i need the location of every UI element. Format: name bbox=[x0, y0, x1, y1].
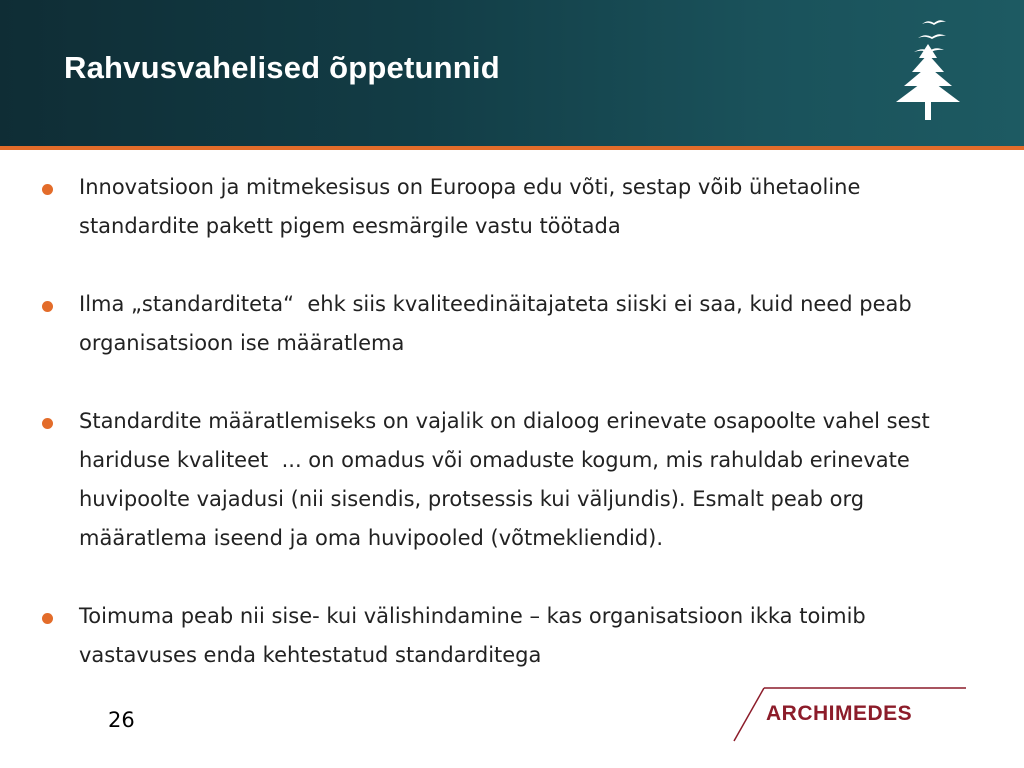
bullet-dot-icon bbox=[42, 301, 53, 312]
brand-logo-text: ARCHIMEDES bbox=[766, 702, 913, 725]
slide-title: Rahvusvahelised õppetunnid bbox=[64, 50, 500, 85]
header-band bbox=[0, 0, 1024, 146]
bullet-item bbox=[40, 597, 980, 675]
bullet-dot-icon bbox=[42, 184, 53, 195]
bullet-dot-icon bbox=[42, 418, 53, 429]
bullet-text: Innovatsioon ja mitmekesisus on Euroopa edu võti, sestap võib ühetaoline standardite pakett pigem eesmärgile vastu töötada bbox=[79, 175, 868, 238]
bullet-text: Toimuma peab nii sise- kui välishindamine – kas organisatsioon ikka toimib vastavuses enda kehtestatud standarditega bbox=[79, 604, 873, 667]
bullet-item bbox=[40, 168, 980, 246]
bullet-text: Ilma „standarditeta“ ehk siis kvaliteedinäitajateta siiski ei saa, kuid need peab organisatsioon ise määratlema bbox=[79, 292, 919, 355]
bullet-item bbox=[40, 402, 980, 558]
bullet-dot-icon bbox=[42, 613, 53, 624]
page-number: 26 bbox=[108, 708, 135, 732]
bullet-text: Standardite määratlemiseks on vajalik on dialoog erinevate osapoolte vahel sest hariduse kvaliteet ... on omadus või omaduste kogum, mis rahuldab erinevate huvipoolte vajadusi (nii sisendis, protsessis kui väljundis). Esmalt peab org määratlema iseend ja oma huvipooled (võtmekliendid). bbox=[79, 409, 944, 550]
bullet-item bbox=[40, 285, 980, 363]
tree-logo-icon bbox=[888, 16, 968, 124]
header-accent-rule bbox=[0, 146, 1024, 150]
bullet-list bbox=[40, 168, 980, 714]
